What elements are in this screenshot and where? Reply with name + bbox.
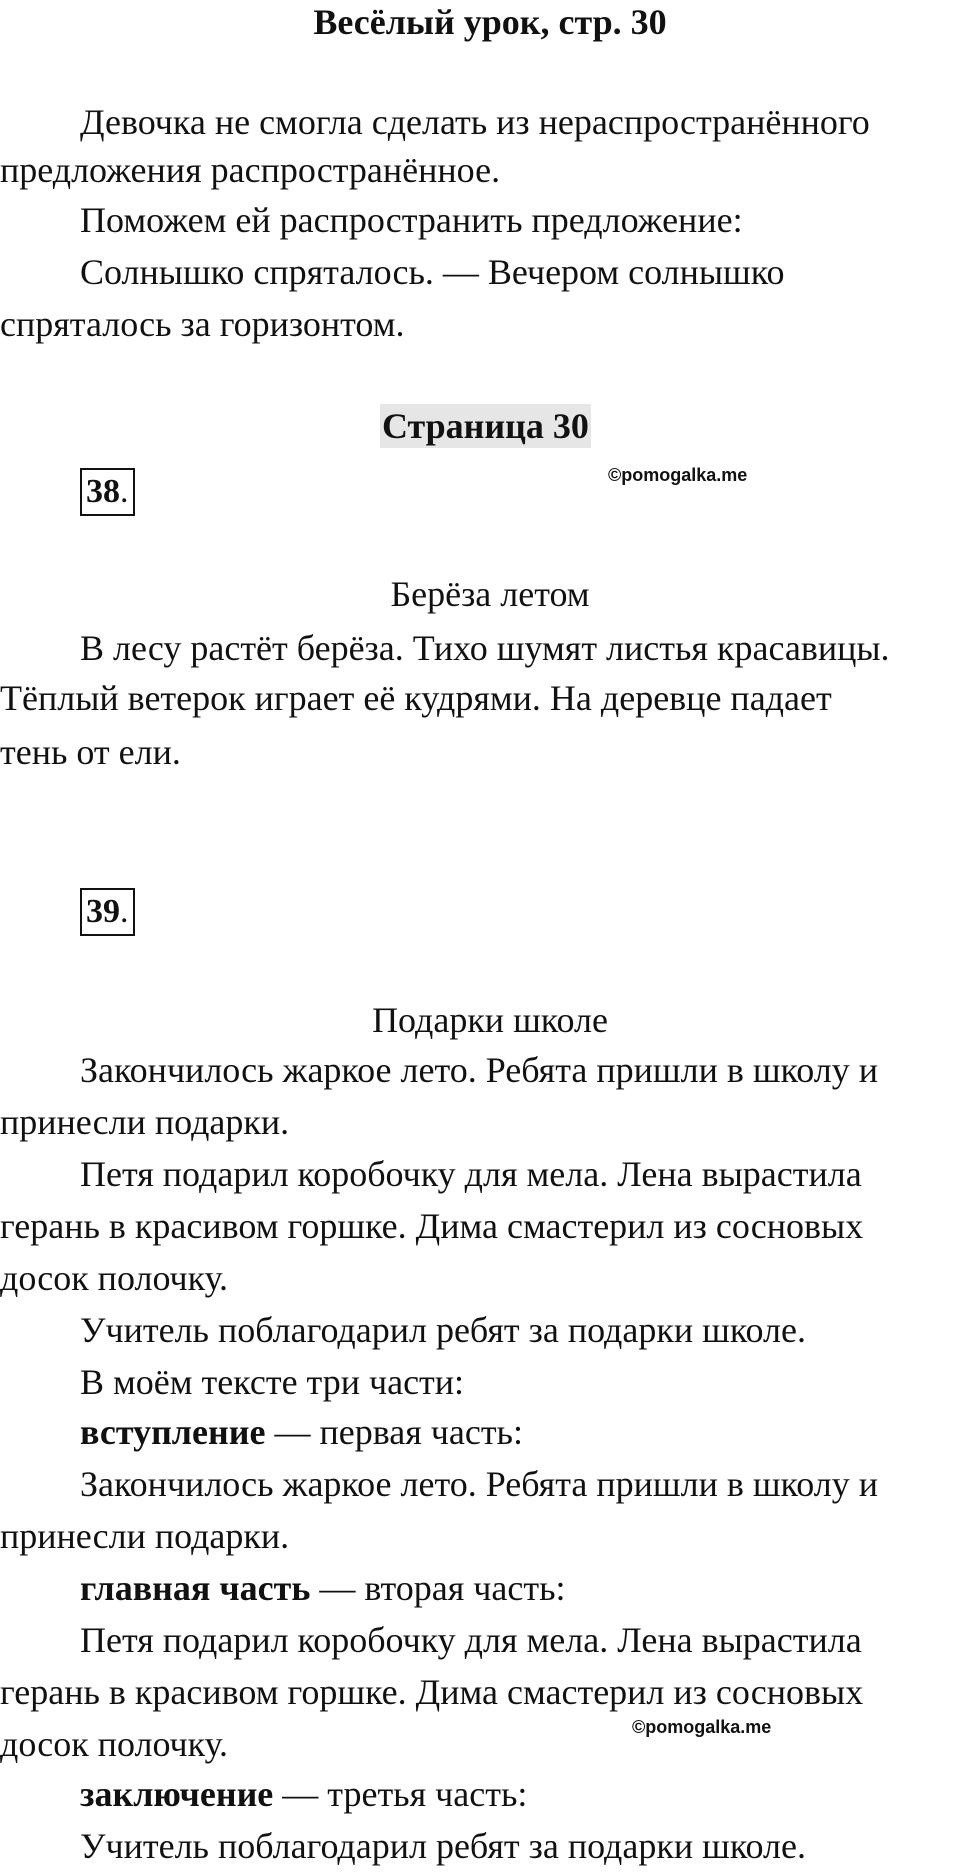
part-description: — вторая часть: [310, 1568, 566, 1608]
story-title: Подарки школе [372, 1000, 608, 1040]
exercise-number: 38 [86, 473, 120, 510]
exercise-number-39 [80, 888, 135, 936]
text-line: Закончилось жаркое лето. Ребята пришли в школу и [80, 1050, 878, 1090]
page-heading: Страница 30 [382, 406, 589, 446]
text-line: принесли подарки. [0, 1102, 290, 1142]
text-line: Солнышко спряталось. — Вечером солнышко [80, 252, 785, 292]
text-line: Закончилось жаркое лето. Ребята пришли в школу и [80, 1464, 878, 1504]
watermark: ©pomogalka.me [632, 1717, 772, 1737]
exercise-number: 39 [86, 893, 120, 930]
part-heading-main [80, 1566, 566, 1610]
part-term: вступление [80, 1412, 266, 1452]
text-line: Петя подарил коробочку для мела. Лена вырастила [80, 1154, 862, 1194]
text-line: В моём тексте три части: [80, 1362, 465, 1402]
text-line: Поможем ей распространить предложение: [80, 200, 743, 240]
exercise-number-38 [80, 468, 135, 516]
text-line: В лесу растёт берёза. Тихо шумят листья красавицы. [80, 628, 890, 668]
part-heading-conclusion [80, 1772, 527, 1816]
text-line: досок полочку. [0, 1724, 228, 1764]
text-line: принесли подарки. [0, 1516, 290, 1556]
text-line: Учитель поблагодарил ребят за подарки школе. [80, 1310, 806, 1350]
part-heading-intro [80, 1410, 523, 1454]
watermark: ©pomogalka.me [608, 465, 748, 485]
section-title: Весёлый урок, стр. 30 [313, 2, 667, 42]
text-line: Девочка не смогла сделать из нераспространённого [80, 102, 870, 142]
text-line: Учитель поблагодарил ребят за подарки школе. [80, 1826, 806, 1866]
part-description: — третья часть: [273, 1774, 528, 1814]
text-line: предложения распространённое. [0, 150, 501, 190]
text-line: тень от ели. [0, 732, 181, 772]
part-description: — первая часть: [265, 1412, 523, 1452]
part-term: заключение [80, 1774, 274, 1814]
story-title: Берёза летом [390, 574, 590, 614]
text-line: Петя подарил коробочку для мела. Лена вырастила [80, 1620, 862, 1660]
text-line: досок полочку. [0, 1258, 228, 1298]
text-line: герань в красивом горшке. Дима смастерил из сосновых [0, 1672, 864, 1712]
part-term: главная часть [80, 1568, 311, 1608]
text-line: спряталось за горизонтом. [0, 304, 405, 344]
text-line: герань в красивом горшке. Дима смастерил из сосновых [0, 1206, 864, 1246]
exercise-number-dot: . [120, 893, 129, 930]
text-line: Тёплый ветерок играет её кудрями. На деревце падает [0, 678, 832, 718]
exercise-number-dot: . [120, 473, 129, 510]
